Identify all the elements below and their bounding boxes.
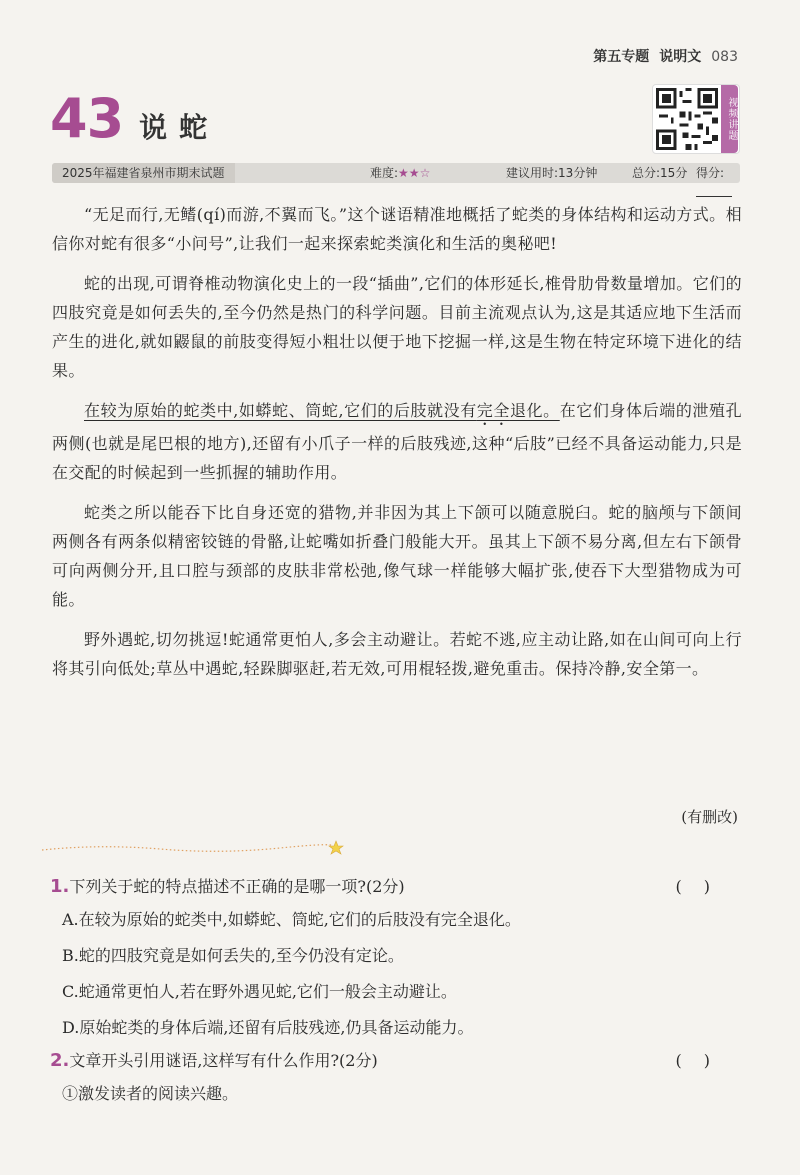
questions-section	[50, 872, 740, 1112]
suggested-time: 建议用时:13分钟	[506, 166, 598, 180]
question-number: 1.	[50, 876, 70, 897]
emphasized-word: 完全	[476, 401, 510, 420]
running-header	[593, 46, 738, 66]
video-qr-code[interactable]	[652, 84, 740, 154]
score-field[interactable]	[696, 163, 740, 203]
video-tab-label: 视频讲题	[721, 85, 738, 153]
paragraph-3	[52, 396, 742, 487]
paragraph-5: 野外遇蛇,切勿挑逗!蛇通常更怕人,多会主动避让。若蛇不逃,应主动让路,如在山间可向上行将其引向低处;草丛中遇蛇,轻跺脚驱赶,若无效,可用棍轻拨,避免重击。保持冷静,安全第一。	[52, 630, 742, 678]
exam-source: 2025年福建省泉州市期末试题	[52, 163, 235, 183]
paragraph-4: 蛇类之所以能吞下比自身还宽的猎物,并非因为其上下颌可以随意脱臼。蛇的脑颅与下颌间两侧各有两条似精密铰链的骨骼,让蛇嘴如折叠门般能大开。虽其上下颌不易分离,但左右下颌骨可向两侧分开,且口腔与颈部的皮肤非常松弛,像气球一样能够大幅扩张,使吞下大型猎物成为可能。	[52, 503, 742, 609]
option-a[interactable]: A.在较为原始的蛇类中,如蟒蛇、筒蛇,它们的后肢没有完全退化。	[62, 910, 521, 929]
page-number: 083	[711, 49, 738, 65]
option-c[interactable]: C.蛇通常更怕人,若在野外遇见蛇,它们一般会主动避让。	[62, 982, 457, 1001]
paragraph-1: “无足而行,无鳍(qí)而游,不翼而飞。”这个谜语精准地概括了蛇类的身体结构和运动方式。相信你对蛇有很多“小问号”,让我们一起来探索蛇类演化和生活的奥秘吧!	[52, 205, 742, 253]
underlined-sentence	[84, 401, 560, 420]
question-number: 2.	[50, 1050, 70, 1071]
question-2	[50, 1046, 740, 1076]
underlined-part-a: 在较为原始的蛇类中,如蟒蛇、筒蛇,它们的后肢就没有	[84, 401, 477, 420]
section-label: 第五专题	[593, 49, 650, 65]
underlined-part-b: 退化。	[509, 401, 560, 420]
option-b[interactable]: B.蛇的四肢究竟是如何丢失的,至今仍没有定论。	[62, 946, 404, 965]
paragraph-2: 蛇的出现,可谓脊椎动物演化史上的一段“插曲”,它们的体形延长,椎骨肋骨数量增加。它们的四肢究竟是如何丢失的,至今仍然是热门的科学问题。目前主流观点认为,这是其适应地下生活而产生的进化,就如鼹鼠的前肢变得短小粗壮以便于地下挖掘一样,这是生物在特定环境下进化的结果。	[52, 274, 742, 380]
edited-note: (有删改)	[681, 808, 738, 826]
question-text: 下列关于蛇的特点描述不正确的是哪一项?(2分)	[69, 877, 405, 896]
lesson-title-block	[50, 87, 220, 150]
star-icon	[329, 841, 343, 854]
difficulty-stars: ★★☆	[398, 166, 431, 180]
score-label: 得分:	[696, 166, 725, 180]
difficulty	[370, 163, 430, 183]
answer-blank[interactable]: ()	[675, 1051, 732, 1070]
qr-code-icon	[656, 88, 718, 150]
exercise-info-bar	[52, 163, 740, 183]
lesson-number: 43	[50, 87, 124, 150]
option-1[interactable]: ①激发读者的阅读兴趣。	[62, 1084, 239, 1103]
total-score: 总分:15分	[632, 166, 688, 180]
difficulty-label: 难度:	[370, 166, 399, 180]
genre-label: 说明文	[659, 49, 702, 65]
decorative-divider	[40, 838, 350, 858]
option-d[interactable]: D.原始蛇类的身体后端,还留有后肢残迹,仍具备运动能力。	[62, 1018, 474, 1037]
question-1	[50, 872, 740, 902]
question-text: 文章开头引用谜语,这样写有什么作用?(2分)	[69, 1051, 378, 1070]
article-body	[52, 200, 742, 694]
lesson-title: 说蛇	[139, 111, 220, 144]
paragraph-3-rest: 在它们身体后端的泄殖孔两侧(也就是尾巴根的地方),还留有小爪子一样的后肢残迹,这种“后肢”已经不具备运动能力,只是在交配的时候起到一些抓握的辅助作用。	[52, 401, 742, 482]
score-blank[interactable]	[696, 184, 732, 197]
answer-blank[interactable]: ()	[675, 877, 732, 896]
